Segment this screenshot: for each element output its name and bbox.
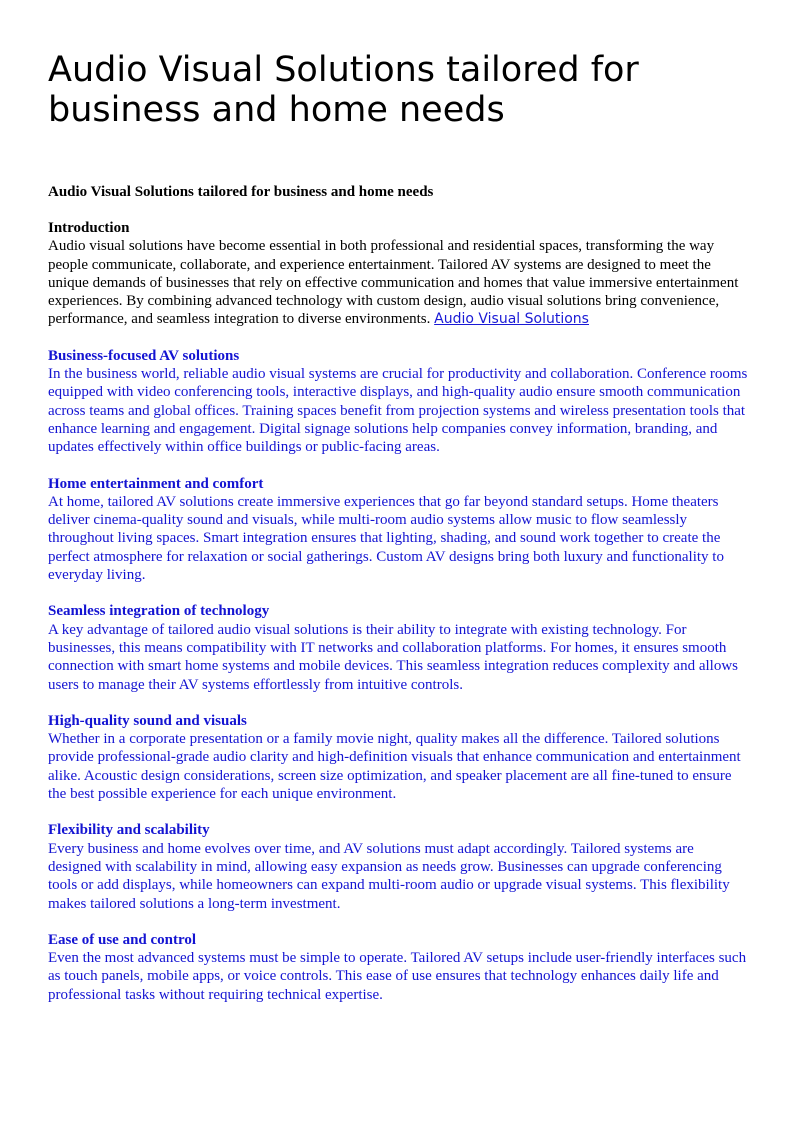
section-integration [48, 602, 748, 693]
section-body: Every business and home evolves over time, and AV solutions must adapt accordingly. Tailored systems are designed with scalability in mind, allowing easy expansion as needs grow. Businesses can upgrade conferencing tools or add displays, while homeowners can expand multi-room audio or upgrade visual systems. This flexibility makes tailored solutions a long-term investment. [48, 840, 730, 912]
section-body: Audio visual solutions have become essential in both professional and residential spaces, transforming the way people communicate, collaborate, and experience entertainment. Tailored AV systems are designed to meet the unique demands of businesses that rely on effective communication and homes that value immersive entertainment experiences. By combining advanced technology with custom design, audio visual solutions bring convenience, performance, and seamless integration to diverse environments. [48, 238, 739, 328]
page-title: Audio Visual Solutions tailored for business and home needs [48, 50, 639, 130]
document-subtitle: Audio Visual Solutions tailored for business and home needs [48, 184, 434, 200]
section-body: In the business world, reliable audio visual systems are crucial for productivity and collaboration. Conference rooms equipped with video conferencing tools, interactive displays, and high-quality audio ensure smooth communication across teams and global offices. Training spaces benefit from projection systems and wireless presentation tools that enhance learning and engagement. Digital signage solutions help companies convey information, branding, and updates effectively within office buildings or public-facing areas. [48, 366, 748, 456]
section-business [48, 347, 748, 457]
section-body: A key advantage of tailored audio visual solutions is their ability to integrate with existing technology. For businesses, this means compatibility with IT networks and collaboration platforms. For homes, it ensures smooth connection with smart home systems and mobile devices. This seamless integration reduces complexity and allows users to manage their AV systems effortlessly from intuitive controls. [48, 621, 738, 693]
section-ease-of-use [48, 931, 748, 1004]
section-heading: Seamless integration of technology [48, 603, 270, 620]
document-page [48, 50, 748, 1004]
section-heading: Flexibility and scalability [48, 822, 210, 839]
section-heading: Ease of use and control [48, 931, 197, 948]
section-body: Whether in a corporate presentation or a family movie night, quality makes all the difference. Tailored solutions provide professional-grade audio clarity and high-definition visuals that enhance communication and entertainment alike. Acoustic design considerations, screen size optimization, and speaker placement are all fine-tuned to ensure the best possible experience for each unique environment. [48, 731, 741, 803]
section-sound-visuals [48, 712, 748, 803]
section-heading: Home entertainment and comfort [48, 475, 264, 492]
section-heading: Business-focused AV solutions [48, 347, 240, 364]
section-body: Even the most advanced systems must be simple to operate. Tailored AV setups include user-friendly interfaces such as touch panels, mobile apps, or voice controls. This ease of use ensures that technology enhances daily life and professional tasks without requiring technical expertise. [48, 950, 747, 1003]
section-flexibility [48, 821, 748, 912]
section-body: At home, tailored AV solutions create immersive experiences that go far beyond standard setups. Home theaters deliver cinema-quality sound and visuals, while multi-room audio systems allow music to flow seamlessly throughout living spaces. Smart integration ensures that lighting, shading, and sound work together to create the perfect atmosphere for relaxation or social gatherings. Custom AV designs bring both luxury and functionality to everyday living. [48, 493, 724, 584]
audio-visual-solutions-link[interactable]: Audio Visual Solutions [434, 311, 589, 328]
section-introduction [48, 219, 748, 329]
section-heading: Introduction [48, 220, 130, 236]
sections-container [48, 219, 748, 1004]
section-home-entertainment [48, 475, 748, 585]
section-heading: High-quality sound and visuals [48, 712, 247, 729]
